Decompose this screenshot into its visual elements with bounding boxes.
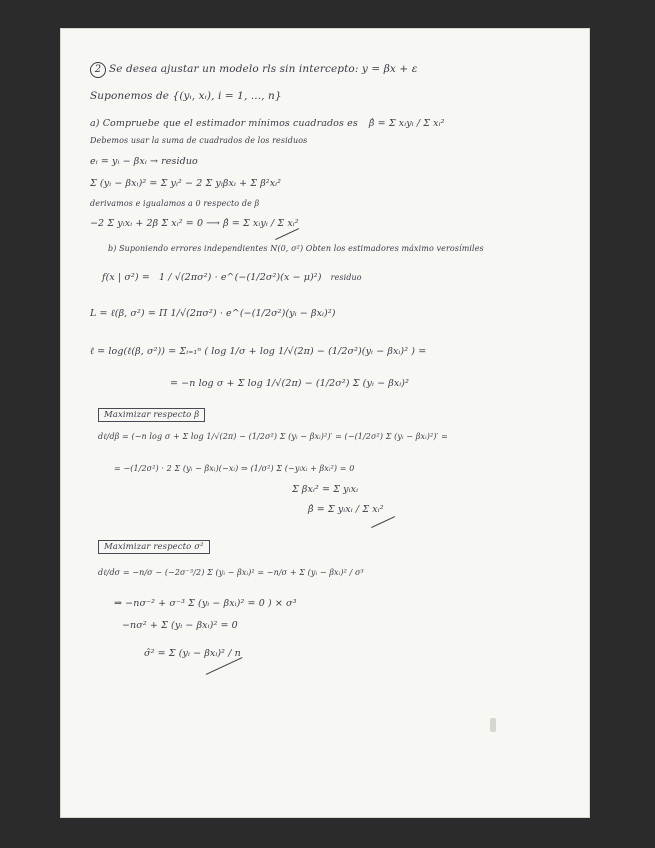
beta-derivative-step: = −(1/2σ²) · 2 Σ (yᵢ − βxᵢ)(−xᵢ) ⇒ (1/σ²) Σ (−yᵢxᵢ + βxᵢ²) = 0 bbox=[114, 464, 355, 473]
likelihood: L = ℓ(β, σ²) = Π 1/√(2πσ²) · e^(−(1/2σ²)(yᵢ − βxᵢ)²) bbox=[90, 308, 336, 319]
mle-sigma: σ̂² = Σ (yᵢ − βxᵢ)² / n bbox=[144, 648, 241, 659]
normal-density: f(x | σ²) = 1 / √(2πσ²) · e^(−(1/2σ²)(x − μ)²) residuo bbox=[102, 272, 362, 283]
problem-statement: 2 Se desea ajustar un modelo rls sin intercepto: y = βx + ε bbox=[90, 62, 417, 78]
residuo-note: residuo bbox=[330, 273, 362, 282]
handwritten-page bbox=[60, 28, 590, 818]
sse-expansion: Σ (yᵢ − βxᵢ)² = Σ yᵢ² − 2 Σ yᵢβxᵢ + Σ β²xᵢ² bbox=[90, 178, 282, 189]
maximize-sigma-label: Maximizar respecto σ² bbox=[98, 540, 210, 552]
mle-beta: β̂ = Σ yᵢxᵢ / Σ xᵢ² bbox=[308, 504, 384, 515]
sigma-step-1: ⇒ −nσ⁻² + σ⁻³ Σ (yᵢ − βxᵢ)² = 0 ) × σ³ bbox=[114, 598, 297, 609]
beta-derivative: dℓ/dβ = (−n log σ + Σ log 1/√(2π) − (1/2σ²) Σ (yᵢ − βxᵢ)²)′ = (−(1/2σ²) Σ (yᵢ − βxᵢ)²)′ = bbox=[98, 432, 448, 441]
maximize-beta-label: Maximizar respecto β bbox=[98, 408, 205, 420]
derive-note: derivamos e igualamos a 0 respecto de β bbox=[90, 199, 260, 208]
log-likelihood-simplified: = −n log σ + Σ log 1/√(2π) − (1/2σ²) Σ (yᵢ − βxᵢ)² bbox=[170, 378, 410, 389]
ls-estimator-formula: β̂ = Σ xᵢyᵢ / Σ xᵢ² bbox=[368, 118, 445, 129]
part-a-statement: a) Compruebe que el estimador mínimos cuadrados es β̂ = Σ xᵢyᵢ / Σ xᵢ² bbox=[90, 118, 445, 129]
sigma-derivative: dℓ/dσ = −n/σ − (−2σ⁻³/2) Σ (yᵢ − βxᵢ)² = −n/σ + Σ (yᵢ − βxᵢ)² / σ³ bbox=[98, 568, 364, 577]
residual-note: Debemos usar la suma de cuadrados de los residuos bbox=[90, 136, 308, 145]
problem-number: 2 bbox=[90, 62, 106, 78]
normal-equation: Σ βxᵢ² = Σ yᵢxᵢ bbox=[292, 484, 359, 495]
page-smudge bbox=[490, 718, 496, 732]
residual-definition: eᵢ = yᵢ − βxᵢ → residuo bbox=[90, 156, 198, 167]
ls-derivation: −2 Σ yᵢxᵢ + 2β Σ xᵢ² = 0 ⟶ β̂ = Σ xᵢyᵢ / Σ xᵢ² bbox=[90, 218, 299, 229]
log-likelihood: ℓ = log(ℓ(β, σ²)) = Σᵢ₌₁ⁿ ( log 1/σ + log 1/√(2π) − (1/2σ²)(yᵢ − βxᵢ)² ) = bbox=[90, 346, 427, 357]
sigma-step-2: −nσ² + Σ (yᵢ − βxᵢ)² = 0 bbox=[122, 620, 238, 631]
sample-definition: Suponemos de {(yᵢ, xᵢ), i = 1, ..., n} bbox=[90, 90, 282, 102]
part-b-statement: b) Suponiendo errores independientes N(0, σ²) Obten los estimadores máximo verosímiles bbox=[108, 244, 484, 253]
